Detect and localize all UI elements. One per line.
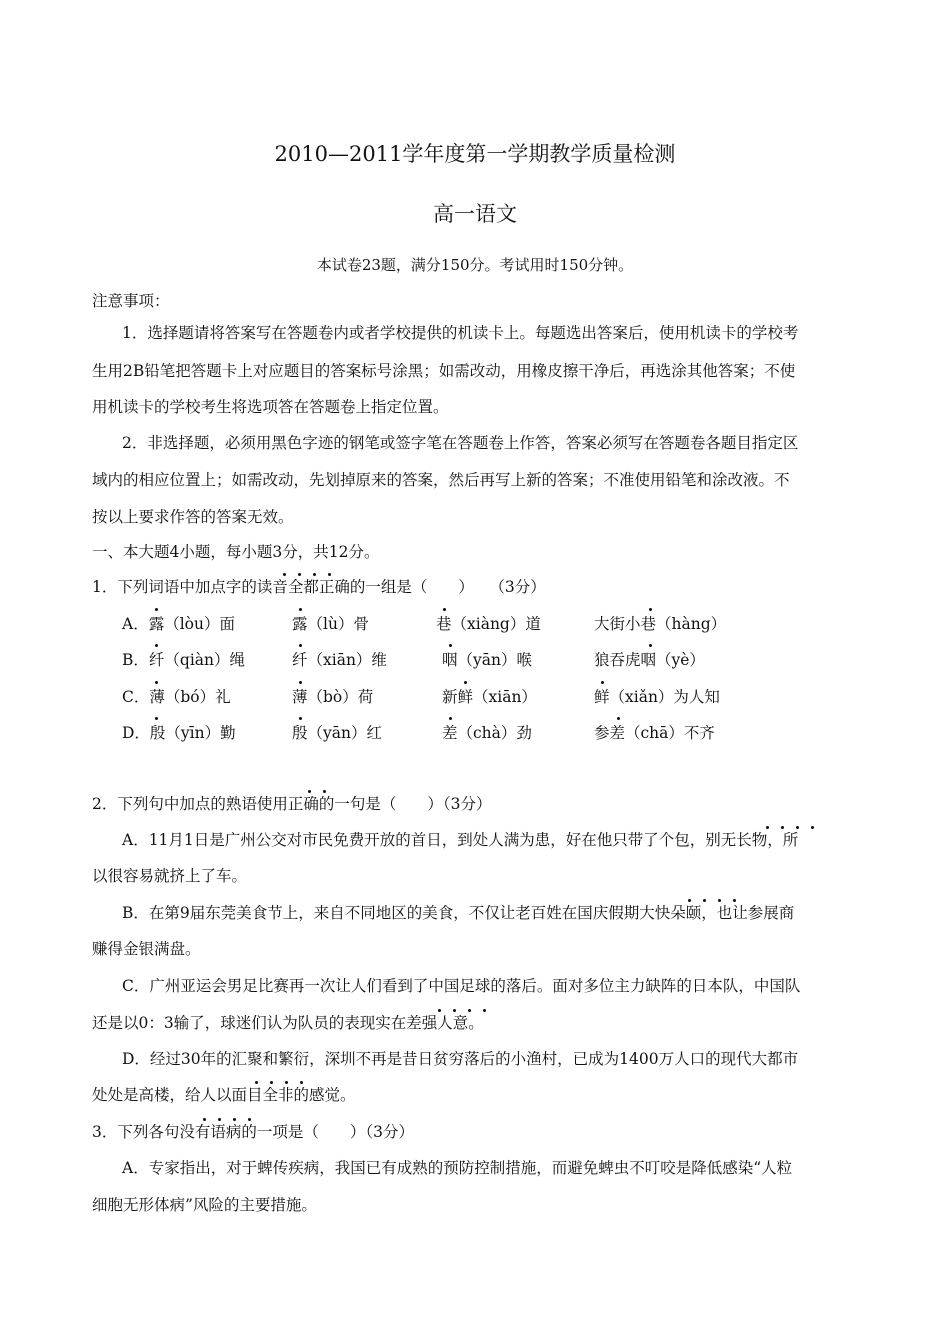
emphasis-dot [718,899,721,902]
emphasis-dot [328,573,331,576]
emphasis-dot [300,1081,303,1084]
subject-title: 高一语文 [433,202,517,226]
emphasis-dot [155,681,158,684]
q2-option-b-line2: 赚得金银满盘。 [92,940,201,958]
emphasis-dot [283,573,286,576]
emphasis-dot [449,644,452,647]
note1-line2: 生用2B铅笔把答题卡上对应题目的答案标号涂黑；如需改动，用橡皮擦干净后，再选涂其他答案；不使 [92,362,796,380]
emphasis-dot [248,1118,251,1121]
emphasis-dot [233,1118,236,1121]
emphasis-dot [649,608,652,611]
emphasis-dot [453,1009,456,1012]
q1-option-a-3: 巷（xiàng）道 [436,615,541,633]
emphasis-dot [299,681,302,684]
q1-option-c-4: 鲜（xiǎn）为人知 [594,688,720,706]
note2-line3: 按以上要求作答的答案无效。 [92,508,294,526]
emphasis-dot [299,717,302,720]
emphasis-dot [299,608,302,611]
emphasis-dot [313,573,316,576]
q1-option-d-4: 参差（chā）不齐 [594,724,715,742]
q1-option-b-2: 纤（xiān）维 [292,651,387,669]
emphasis-dot [155,717,158,720]
q1-option-a-4: 大街小巷（hàng） [594,615,727,633]
emphasis-dot [443,608,446,611]
notes-heading: 注意事项： [92,292,170,310]
emphasis-dot [270,1081,273,1084]
q1-option-a-1: A．露（lòu）面 [122,615,235,633]
emphasis-dot [601,681,604,684]
q2-option-d-line1: D．经过30年的汇聚和繁衍，深圳不再是昔日贫穷落后的小渔村，已成为1400万人口的现代大都市 [122,1050,799,1068]
emphasis-dot [688,899,691,902]
q1-option-c-2: 薄（bò）荷 [292,688,374,706]
q1-stem: 1．下列词语中加点字的读音全都正确的一组是（ ） （3分） [92,578,546,596]
q3-option-a-line1: A．专家指出，对于蜱传疾病，我国已有成熟的预防控制措施，而避免蜱虫不叮咬是降低感染“人粒 [122,1159,793,1177]
q2-option-c-line2: 还是以0：3输了，球迷们认为队员的表现实在差强人意。 [92,1014,484,1032]
emphasis-dot [733,899,736,902]
note1-line3: 用机读卡的学校考生将选项答在答题卷上指定位置。 [92,398,449,416]
emphasis-dot [299,644,302,647]
emphasis-dot [766,826,769,829]
emphasis-dot [617,717,620,720]
q2-option-a-line1: A．11月1日是广州公交对市民免费开放的首日，到处人满为患，好在他只带了个包，别无长物，所 [122,831,799,849]
emphasis-dot [796,826,799,829]
section1-heading: 一、本大题4小题，每小题3分，共12分。 [92,543,380,561]
exam-title: 2010—2011学年度第一学期教学质量检测 [274,142,676,166]
emphasis-dot [811,826,814,829]
emphasis-dot [468,1009,471,1012]
q1-option-b-4: 狼吞虎咽（yè） [594,651,705,669]
note2-line2: 域内的相应位置上；如需改动，先划掉原来的答案，然后再写上新的答案；不准使用铅笔和涂改液。不 [92,471,790,489]
emphasis-dot [298,573,301,576]
q3-stem: 3．下列各句没有语病的一项是（ ）（3分） [92,1123,414,1141]
emphasis-dot [203,1118,206,1121]
q1-option-b-1: B．纤（qiàn）绳 [122,651,245,669]
q1-option-a-2: 露（lù）骨 [292,615,369,633]
q1-option-d-2: 殷（yān）红 [292,724,382,742]
emphasis-dot [438,1009,441,1012]
q1-option-c-1: C．薄（bó）礼 [122,688,231,706]
q1-option-b-3: 咽（yān）喉 [442,651,532,669]
note2-line1: 2．非选择题，必须用黑色字迹的钢笔或签字笔在答题卷上作答，答案必须写在答题卷各题目指定区 [122,434,799,452]
q2-option-d-line2: 处处是高楼，给人以面目全非的感觉。 [92,1086,356,1104]
emphasis-dot [464,681,467,684]
emphasis-dot [285,1081,288,1084]
q2-option-c-line1: C．广州亚运会男足比赛再一次让人们看到了中国足球的落后。面对多位主力缺阵的日本队，中国队 [122,977,801,995]
emphasis-dot [308,790,311,793]
emphasis-dot [483,1009,486,1012]
exam-info: 本试卷23题，满分150分。考试用时150分钟。 [316,256,634,274]
emphasis-dot [323,790,326,793]
q1-option-d-3: 差（chà）劲 [442,724,532,742]
note1-line1: 1．选择题请将答案写在答题卷内或者学校提供的机读卡上。每题选出答案后，使用机读卡的学校考 [122,324,799,342]
q2-option-b-line1: B．在第9届东莞美食节上，来自不同地区的美食，不仅让老百姓在国庆假期大快朵颐，也让参展商 [122,904,795,922]
q3-option-a-line2: 细胞无形体病”风险的主要措施。 [92,1196,317,1214]
emphasis-dot [449,717,452,720]
emphasis-dot [649,644,652,647]
emphasis-dot [781,826,784,829]
emphasis-dot [155,644,158,647]
emphasis-dot [218,1118,221,1121]
emphasis-dot [255,1081,258,1084]
q2-option-a-line2: 以很容易就挤上了车。 [92,867,248,885]
emphasis-dot [155,608,158,611]
q1-option-d-1: D．殷（yīn）勤 [122,724,236,742]
q2-stem: 2．下列句中加点的熟语使用正确的一句是（ ）（3分） [92,795,492,813]
q1-option-c-3: 新鲜（xiān） [442,688,537,706]
emphasis-dot [703,899,706,902]
